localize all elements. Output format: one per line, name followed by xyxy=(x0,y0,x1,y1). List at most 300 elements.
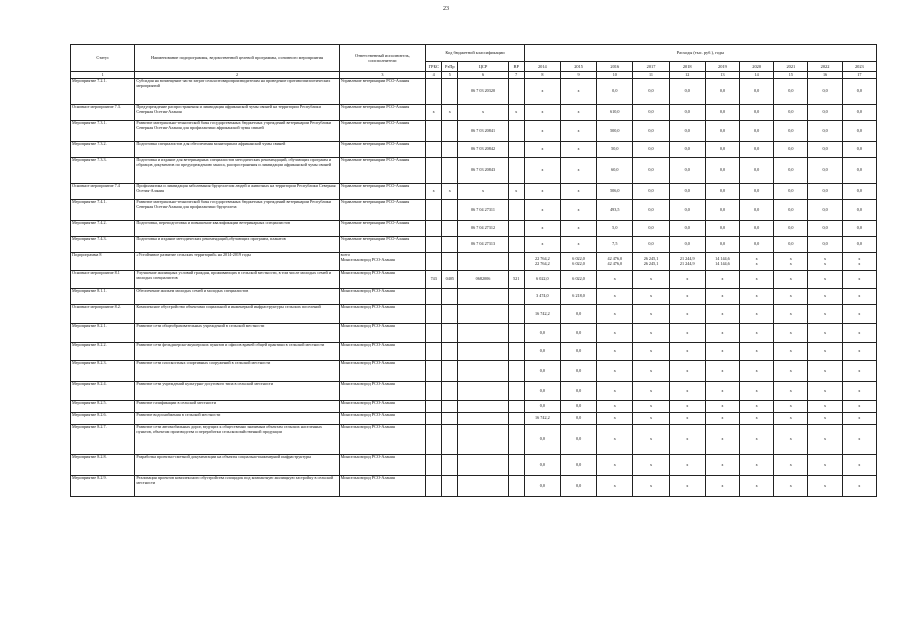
cell-name: Подготовка и издание методических рекомендаций,обучающих программ, плакатов xyxy=(135,237,339,253)
column-number: 16 xyxy=(808,72,842,79)
cell-value: 0,0 xyxy=(524,382,560,401)
cell-value: х xyxy=(774,401,808,413)
cell-executor: Управление ветеринарии РСО-Алания xyxy=(339,200,426,221)
cell-code xyxy=(458,401,508,413)
cell-code xyxy=(508,425,524,455)
cell-value: 0,0 xyxy=(669,79,705,105)
cell-name: Предупреждение распространения и ликвидация африканской чумы свиней на территории Республики Северная Осетия-Алания xyxy=(135,105,339,121)
cell-code xyxy=(442,324,458,343)
cell-name: Подготовка специалистов для обеспечения мониторинга африканской чумы свиней xyxy=(135,142,339,158)
cell-name: Улучшение жилищных условий граждан, проживающих в сельской местности, в том числе молодых семей и молодых специалистов xyxy=(135,271,339,289)
cell-value: х xyxy=(842,324,876,343)
cell-value: х xyxy=(524,200,560,221)
cell-code: х xyxy=(508,184,524,200)
cell-value: 0,0 xyxy=(633,221,669,237)
cell-status: Основное мероприятие 8.1 xyxy=(71,271,135,289)
cell-executor: Минсельхозпрод РСО-Алания xyxy=(339,401,426,413)
cell-name: Развитие сети общеобразовательных учреждений в сельской местности xyxy=(135,324,339,343)
cell-code xyxy=(458,413,508,425)
cell-code xyxy=(508,221,524,237)
cell-value: х xyxy=(842,455,876,476)
cell-name: Обеспечение жильем молодых семей и молодых специалистов xyxy=(135,289,339,305)
cell-value: х х xyxy=(774,253,808,271)
table-row xyxy=(71,305,877,324)
cell-value: 5,0 xyxy=(597,221,633,237)
cell-code xyxy=(442,289,458,305)
cell-code xyxy=(508,476,524,497)
cell-executor: Минсельхозпрод РСО-Алания xyxy=(339,361,426,382)
cell-code xyxy=(426,200,442,221)
cell-status: Мероприятие 7.4.1. xyxy=(71,200,135,221)
cell-value: х xyxy=(842,476,876,497)
cell-value: 7,5 xyxy=(597,237,633,253)
cell-code xyxy=(442,476,458,497)
cell-code xyxy=(426,425,442,455)
cell-value: 0,0 xyxy=(560,455,596,476)
cell-name: «Устойчивое развитие сельских территорий» на 2014-2019 годы xyxy=(135,253,339,271)
cell-value: х xyxy=(705,382,739,401)
cell-code: х xyxy=(426,105,442,121)
page-number: 23 xyxy=(443,6,449,12)
cell-code xyxy=(458,343,508,361)
cell-value: х xyxy=(740,343,774,361)
cell-value: х xyxy=(740,305,774,324)
cell-executor: Минсельхозпрод РСО-Алания xyxy=(339,324,426,343)
cell-value: 6 022,0 xyxy=(524,271,560,289)
cell-value: х xyxy=(560,200,596,221)
cell-code xyxy=(426,343,442,361)
cell-executor: Управление ветеринарии РСО-Алания xyxy=(339,221,426,237)
cell-value: 0,0 xyxy=(560,324,596,343)
cell-value: х xyxy=(633,455,669,476)
cell-value: х xyxy=(669,324,705,343)
cell-code xyxy=(426,221,442,237)
cell-code: х xyxy=(426,184,442,200)
cell-value: х х xyxy=(740,253,774,271)
cell-code xyxy=(442,305,458,324)
cell-code xyxy=(426,237,442,253)
cell-value: 0,0 xyxy=(774,79,808,105)
cell-value: х xyxy=(740,289,774,305)
cell-value: 0,0 xyxy=(740,184,774,200)
cell-value: х xyxy=(560,221,596,237)
cell-code: 521 xyxy=(508,271,524,289)
header-year-2020: 2020 xyxy=(740,62,774,72)
column-number: 17 xyxy=(842,72,876,79)
cell-code xyxy=(426,79,442,105)
cell-code xyxy=(508,289,524,305)
cell-value: х xyxy=(560,158,596,184)
cell-value: х xyxy=(808,305,842,324)
cell-value: 0,0 xyxy=(669,184,705,200)
cell-value: 0,0 xyxy=(705,121,739,142)
cell-value: 21 244,9 21 244,9 xyxy=(669,253,705,271)
cell-value: х xyxy=(633,324,669,343)
column-number: 6 xyxy=(458,72,508,79)
cell-code xyxy=(442,253,458,271)
cell-executor: Минсельхозпрод РСО-Алания xyxy=(339,413,426,425)
cell-value: 0,0 xyxy=(560,305,596,324)
cell-value: х xyxy=(740,361,774,382)
cell-code: 743 xyxy=(426,271,442,289)
cell-value: 500,0 xyxy=(597,121,633,142)
cell-status: Мероприятие 8.2.1. xyxy=(71,324,135,343)
cell-value: х xyxy=(633,361,669,382)
cell-status: Мероприятие 8.2.7. xyxy=(71,425,135,455)
cell-value: х xyxy=(808,271,842,289)
column-number: 15 xyxy=(774,72,808,79)
cell-value: 0,0 xyxy=(524,324,560,343)
cell-value: х xyxy=(524,79,560,105)
cell-value: х xyxy=(633,401,669,413)
cell-value: 0,0 xyxy=(524,455,560,476)
column-number: 4 xyxy=(426,72,442,79)
cell-code xyxy=(426,121,442,142)
cell-value: х xyxy=(740,401,774,413)
cell-code xyxy=(426,253,442,271)
cell-code xyxy=(508,343,524,361)
cell-value: 60,0 xyxy=(597,158,633,184)
cell-name: Развитие материально-технической базы государственных бюджетных учреждений ветеринарии Республики Северная Осетия-Алания для профилактики африканской чумы свиней xyxy=(135,121,339,142)
cell-value: х xyxy=(740,425,774,455)
header-status: Статус xyxy=(71,45,135,72)
cell-value: 0,0 xyxy=(669,200,705,221)
header-year-2016: 2016 xyxy=(597,62,633,72)
cell-value: х xyxy=(633,425,669,455)
cell-value: х xyxy=(808,476,842,497)
cell-value: х xyxy=(774,289,808,305)
cell-value: 0,0 xyxy=(808,200,842,221)
column-number: 9 xyxy=(560,72,596,79)
cell-code xyxy=(508,324,524,343)
cell-value: х xyxy=(705,401,739,413)
cell-code xyxy=(426,455,442,476)
cell-value: х xyxy=(597,361,633,382)
cell-value: х xyxy=(705,476,739,497)
cell-value: 0,0 xyxy=(842,105,876,121)
cell-name: Реализация проектов комплексного обустройства площадок под компактную жилищную застройку в сельской местности xyxy=(135,476,339,497)
cell-value: 0,0 xyxy=(740,142,774,158)
header-expenses: Расходы (тыс. руб.), годы xyxy=(524,45,876,62)
cell-value: х xyxy=(597,289,633,305)
cell-value: х xyxy=(808,289,842,305)
cell-value: х xyxy=(669,455,705,476)
cell-value: х xyxy=(597,425,633,455)
cell-value: 0,0 xyxy=(740,121,774,142)
column-number: 13 xyxy=(705,72,739,79)
cell-value: х х xyxy=(842,253,876,271)
cell-value: 0,0 xyxy=(633,79,669,105)
cell-status: Основное мероприятие 7.3. xyxy=(71,105,135,121)
cell-value: 0,0 xyxy=(669,121,705,142)
cell-value: х xyxy=(633,343,669,361)
cell-code xyxy=(508,361,524,382)
cell-value: х xyxy=(774,343,808,361)
column-number: 1 xyxy=(71,72,135,79)
cell-executor: Минсельхозпрод РСО-Алания xyxy=(339,289,426,305)
cell-value: х х xyxy=(808,253,842,271)
cell-code xyxy=(508,121,524,142)
cell-value: х xyxy=(633,476,669,497)
cell-value: х xyxy=(705,413,739,425)
cell-code xyxy=(426,413,442,425)
cell-value: х xyxy=(560,121,596,142)
cell-value: 0,0 xyxy=(774,142,808,158)
cell-value: 0,0 xyxy=(705,105,739,121)
cell-value: 0,0 xyxy=(842,158,876,184)
cell-value: 0,0 xyxy=(808,142,842,158)
cell-code xyxy=(508,237,524,253)
cell-value: 0,0 xyxy=(842,221,876,237)
cell-name: Развитие сети учреждений культурно-досугового типа в сельской местности xyxy=(135,382,339,401)
cell-value: х xyxy=(842,343,876,361)
cell-name: Развитие сети фельдшерско-акушерских пунктов и офисов врачей общей практики в сельской местности xyxy=(135,343,339,361)
header-year-2021: 2021 xyxy=(774,62,808,72)
cell-value: 0,0 xyxy=(705,200,739,221)
cell-code: х xyxy=(458,105,508,121)
cell-value: х xyxy=(633,271,669,289)
cell-value: 6 218,0 xyxy=(560,289,596,305)
cell-value: 0,0 xyxy=(633,200,669,221)
cell-value: 0,0 xyxy=(774,158,808,184)
cell-status: Мероприятие 8.2.4. xyxy=(71,382,135,401)
cell-value: х xyxy=(774,413,808,425)
cell-value: х xyxy=(808,425,842,455)
cell-code xyxy=(458,455,508,476)
cell-value: 0,0 xyxy=(842,237,876,253)
cell-value: 3 474,0 xyxy=(524,289,560,305)
cell-code: 06 7 03 20320 xyxy=(458,79,508,105)
cell-value: 0,0 xyxy=(560,425,596,455)
table-row xyxy=(71,324,877,343)
cell-value: х xyxy=(524,121,560,142)
cell-value: х xyxy=(669,305,705,324)
cell-value: х xyxy=(808,382,842,401)
cell-executor: Управление ветеринарии РСО-Алания xyxy=(339,121,426,142)
cell-code xyxy=(458,361,508,382)
table-row xyxy=(71,105,877,121)
cell-value: х xyxy=(740,271,774,289)
cell-value: х xyxy=(705,425,739,455)
cell-code xyxy=(426,361,442,382)
cell-value: х xyxy=(705,361,739,382)
cell-name: Развитие сети автомобильных дорог, ведущих к общественно значимым объектам сельских населенных пунктов, объектам производства и переработки сельскохозяйственной продукции xyxy=(135,425,339,455)
cell-value: 6 022,0 6 022,0 xyxy=(560,253,596,271)
cell-value: х xyxy=(705,305,739,324)
column-number: 12 xyxy=(669,72,705,79)
cell-value: х xyxy=(560,184,596,200)
cell-value: х xyxy=(560,79,596,105)
cell-value: х xyxy=(669,382,705,401)
cell-value: х xyxy=(705,343,739,361)
cell-code xyxy=(442,158,458,184)
cell-value: х xyxy=(597,271,633,289)
cell-executor: Минсельхозпрод РСО-Алания xyxy=(339,425,426,455)
cell-executor: Управление ветеринарии РСО-Алания xyxy=(339,79,426,105)
cell-code xyxy=(442,237,458,253)
table-row xyxy=(71,289,877,305)
cell-code xyxy=(442,200,458,221)
cell-value: х xyxy=(705,271,739,289)
cell-value: х xyxy=(774,361,808,382)
cell-value: 0,0 xyxy=(560,343,596,361)
cell-value: 0,0 xyxy=(740,237,774,253)
cell-value: 0,0 xyxy=(808,79,842,105)
cell-value: 506,0 xyxy=(597,184,633,200)
header-executor: Ответственный исполнитель, соисполнители xyxy=(339,45,426,72)
cell-value: 0,0 xyxy=(740,105,774,121)
cell-value: х xyxy=(669,476,705,497)
table-row xyxy=(71,200,877,221)
header-year-2023: 2023 xyxy=(842,62,876,72)
cell-value: 0,0 xyxy=(705,79,739,105)
cell-code xyxy=(442,142,458,158)
cell-value: х xyxy=(774,324,808,343)
cell-value: 0,0 xyxy=(597,79,633,105)
cell-code xyxy=(508,401,524,413)
table-row xyxy=(71,184,877,200)
column-number: 8 xyxy=(524,72,560,79)
cell-code xyxy=(442,361,458,382)
cell-code: х xyxy=(458,184,508,200)
cell-value: 16 742,2 xyxy=(524,305,560,324)
cell-value: х xyxy=(705,455,739,476)
cell-value: 0,0 xyxy=(774,221,808,237)
table-row xyxy=(71,253,877,271)
cell-value: 50,0 xyxy=(597,142,633,158)
cell-code xyxy=(442,413,458,425)
cell-value: 493,5 xyxy=(597,200,633,221)
cell-value: х xyxy=(842,401,876,413)
column-number: 14 xyxy=(740,72,774,79)
cell-value: 0,0 xyxy=(524,401,560,413)
cell-value: х xyxy=(740,382,774,401)
cell-code xyxy=(508,305,524,324)
table-row xyxy=(71,158,877,184)
cell-value: х xyxy=(774,455,808,476)
cell-code xyxy=(426,142,442,158)
table-row xyxy=(71,271,877,289)
cell-value: х xyxy=(842,361,876,382)
cell-code xyxy=(442,79,458,105)
cell-code xyxy=(426,289,442,305)
cell-value: х xyxy=(633,289,669,305)
table-row xyxy=(71,455,877,476)
cell-value: х xyxy=(597,413,633,425)
cell-executor: Управление ветеринарии РСО-Алания xyxy=(339,184,426,200)
cell-executor: Минсельхозпрод РСО-Алания xyxy=(339,455,426,476)
cell-code: 06 7 04 27312 xyxy=(458,221,508,237)
cell-code xyxy=(426,324,442,343)
cell-value: 26 245,1 26 245,1 xyxy=(633,253,669,271)
cell-value: 0,0 xyxy=(524,343,560,361)
cell-value: х xyxy=(524,184,560,200)
cell-code xyxy=(508,200,524,221)
cell-value: 0,0 xyxy=(705,221,739,237)
cell-value: х xyxy=(740,324,774,343)
cell-value: 0,0 xyxy=(774,105,808,121)
cell-value: 0,0 xyxy=(842,121,876,142)
cell-value: 0,0 xyxy=(633,184,669,200)
table-row xyxy=(71,413,877,425)
cell-value: х xyxy=(669,289,705,305)
cell-value: 0,0 xyxy=(633,158,669,184)
table-row xyxy=(71,237,877,253)
cell-value: 0,0 xyxy=(669,237,705,253)
cell-status: Мероприятие 7.4.2. xyxy=(71,221,135,237)
cell-code: 06 7 03 20842 xyxy=(458,142,508,158)
cell-value: 0,0 xyxy=(808,105,842,121)
cell-value: х xyxy=(524,158,560,184)
cell-code xyxy=(508,253,524,271)
table-row xyxy=(71,343,877,361)
cell-code xyxy=(442,382,458,401)
cell-value: 0,0 xyxy=(705,237,739,253)
cell-status: Мероприятие 7.2.1. xyxy=(71,79,135,105)
cell-value: 0,0 xyxy=(669,158,705,184)
cell-value: х xyxy=(808,413,842,425)
table-row xyxy=(71,425,877,455)
column-number-row xyxy=(71,72,877,79)
cell-value: х xyxy=(597,382,633,401)
cell-value: х xyxy=(669,401,705,413)
cell-value: 0,0 xyxy=(560,401,596,413)
header-code-0: ГРБС xyxy=(426,62,442,72)
cell-code xyxy=(508,158,524,184)
header-name: Наименование подпрограммы, ведомственной целевой программы, основного мероприятия xyxy=(135,45,339,72)
cell-code: 06 7 03 20841 xyxy=(458,121,508,142)
cell-value: х xyxy=(633,382,669,401)
cell-value: 0,0 xyxy=(774,121,808,142)
cell-value: 0,0 xyxy=(740,158,774,184)
cell-value: 0,0 xyxy=(842,184,876,200)
cell-value: 0,0 xyxy=(560,361,596,382)
header-year-2022: 2022 xyxy=(808,62,842,72)
cell-code xyxy=(442,121,458,142)
program-table xyxy=(70,44,877,497)
cell-value: х xyxy=(597,324,633,343)
cell-value: 0,0 xyxy=(705,184,739,200)
cell-executor: Минсельхозпрод РСО-Алания xyxy=(339,305,426,324)
cell-value: х xyxy=(842,271,876,289)
cell-value: х xyxy=(597,343,633,361)
cell-code xyxy=(426,401,442,413)
cell-value: 0,0 xyxy=(774,200,808,221)
cell-executor: Управление ветеринарии РСО-Алания xyxy=(339,237,426,253)
cell-value: 0,0 xyxy=(705,158,739,184)
cell-status: Основное мероприятие 8.2. xyxy=(71,305,135,324)
cell-value: 0,0 xyxy=(560,476,596,497)
cell-value: х xyxy=(524,221,560,237)
cell-status: Мероприятие 8.1.1. xyxy=(71,289,135,305)
cell-code xyxy=(426,476,442,497)
cell-value: х xyxy=(842,305,876,324)
cell-code xyxy=(426,382,442,401)
cell-value: х xyxy=(740,413,774,425)
cell-value: х xyxy=(705,324,739,343)
cell-executor: всего Минсельхозпрод РСО-Алания xyxy=(339,253,426,271)
cell-value: 0,0 xyxy=(808,184,842,200)
cell-value: 0,0 xyxy=(560,413,596,425)
cell-value: х xyxy=(633,305,669,324)
table-row xyxy=(71,121,877,142)
cell-value: 0,0 xyxy=(524,425,560,455)
table-row xyxy=(71,401,877,413)
cell-name: Подготовка и издание для ветеринарных специалистов методических рекомендаций, обучающих программ и образцов документов по предупреждению заноса, распространения и ликвидации африканской чумы свиней xyxy=(135,158,339,184)
cell-value: х xyxy=(808,324,842,343)
cell-value: х xyxy=(808,361,842,382)
header-year-2014: 2014 xyxy=(524,62,560,72)
